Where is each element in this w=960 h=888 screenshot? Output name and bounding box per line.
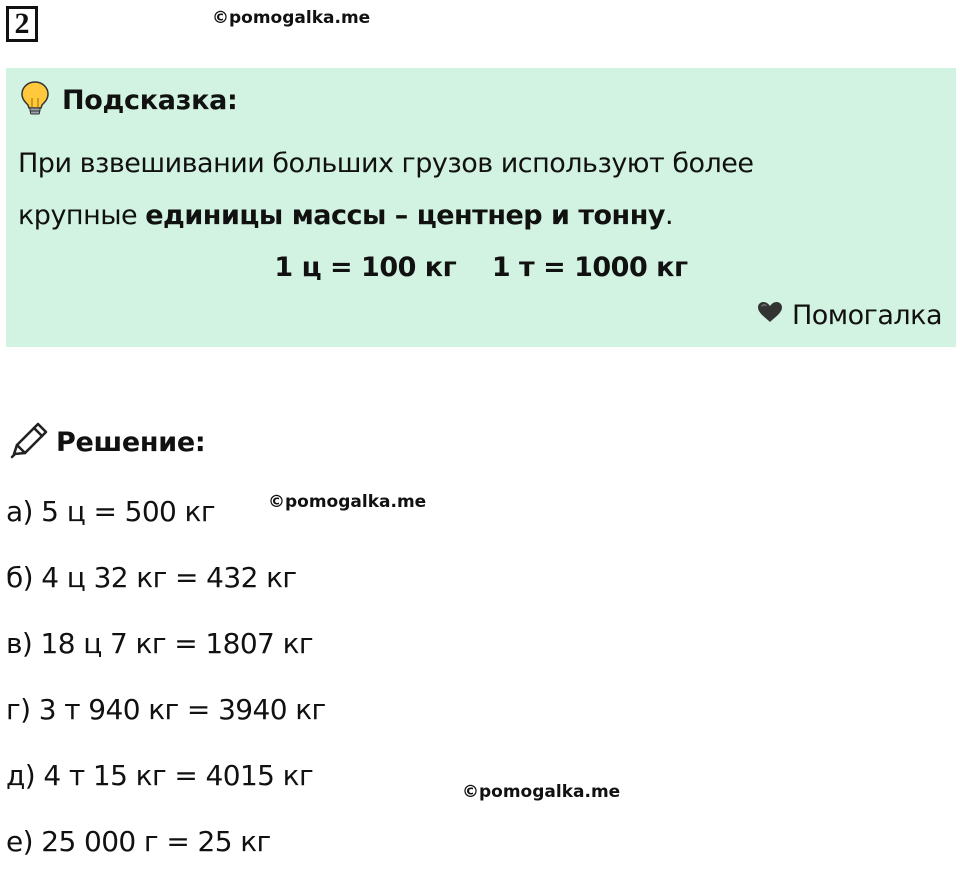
watermark: ©pomogalka.me [268, 492, 427, 512]
heart-icon [756, 300, 784, 331]
pencil-icon [8, 420, 50, 465]
hint-text-line-2 [18, 200, 673, 231]
answers-list [6, 492, 326, 888]
formula-centner: 1 ц = 100 кг [274, 252, 457, 283]
solution-header [8, 422, 205, 462]
hint-text-line-1: При взвешивании больших грузов используют более [18, 148, 754, 179]
hint-header [20, 82, 238, 118]
watermark: ©pomogalka.me [212, 8, 371, 28]
hint-title: Подсказка: [62, 84, 238, 116]
task-number: 2 [6, 6, 38, 42]
formula-ton: 1 т = 1000 кг [491, 252, 688, 283]
hint-text-suffix: . [664, 200, 674, 231]
answer-item-a: а) 5 ц = 500 кг [6, 495, 215, 528]
answer-item-b: б) 4 ц 32 кг = 432 кг [6, 561, 297, 594]
watermark: ©pomogalka.me [462, 782, 621, 802]
solution-title: Решение: [56, 426, 206, 458]
hint-text-bold: единицы массы – центнер и тонну [145, 200, 665, 231]
answer-item-e: е) 25 000 г = 25 кг [6, 825, 271, 858]
hint-box [6, 68, 956, 347]
brand-label: Помогалка [791, 300, 942, 331]
brand [756, 300, 942, 331]
answer-item-g: г) 3 т 940 кг = 3940 кг [6, 693, 326, 726]
answer-item-d: д) 4 т 15 кг = 4015 кг [6, 759, 314, 792]
answer-item-v: в) 18 ц 7 кг = 1807 кг [6, 627, 313, 660]
hint-text-prefix: крупные [18, 200, 146, 231]
hint-formulas [6, 252, 956, 283]
lightbulb-icon [20, 80, 50, 121]
